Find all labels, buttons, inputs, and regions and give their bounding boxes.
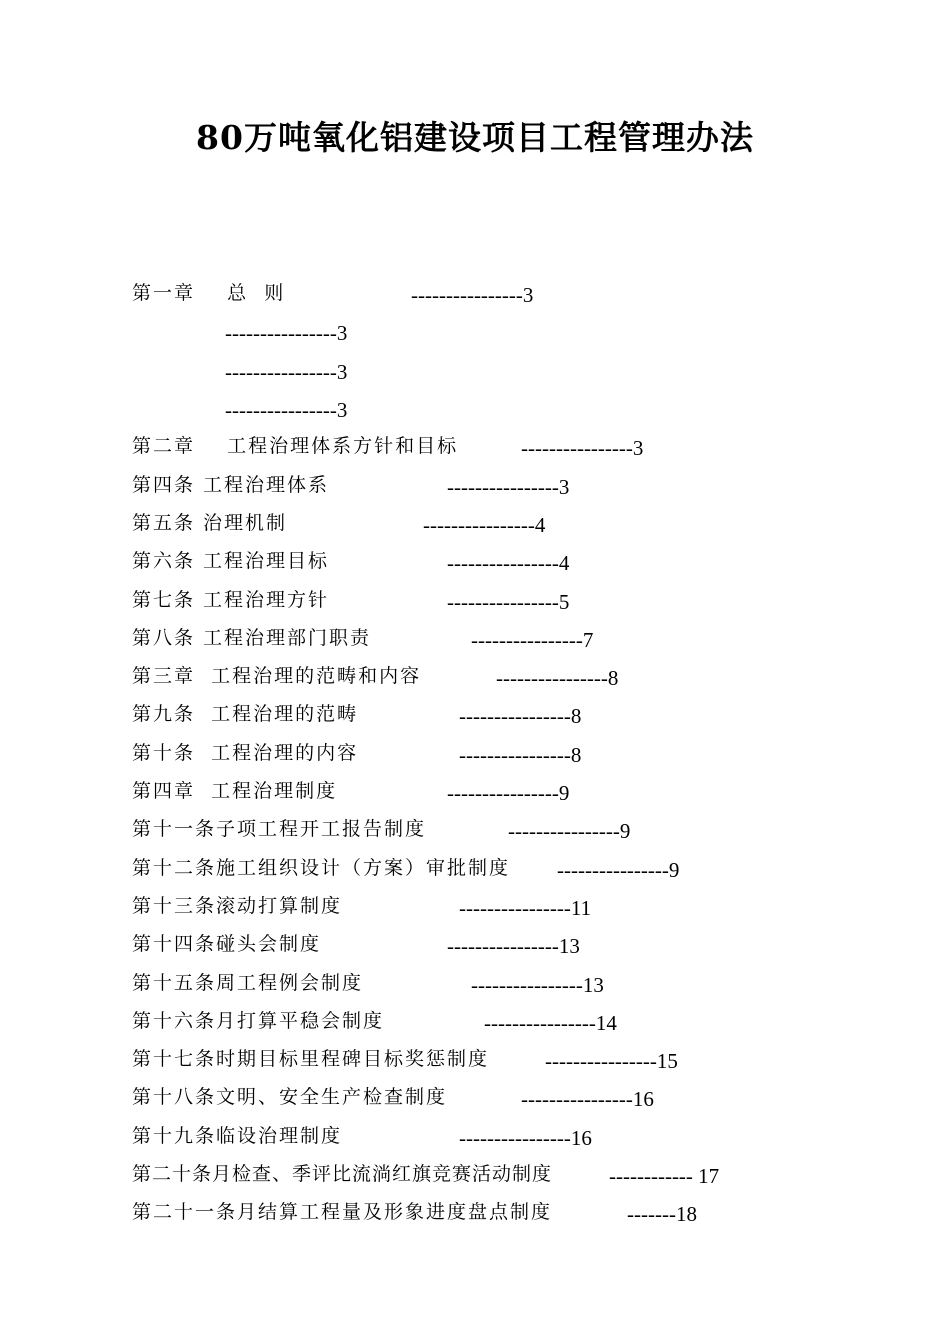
toc-entry-page: ----------------16 (521, 1087, 654, 1111)
toc-entry-page: ----------------13 (471, 973, 604, 997)
toc-entry-label: 第十四条碰头会制度 (132, 933, 322, 955)
toc-entry-page: ----------------15 (545, 1049, 678, 1073)
toc-entry (0, 587, 950, 625)
toc-entry (0, 510, 950, 548)
toc-entry-label: 第二章 工程治理体系方针和目标 (132, 435, 459, 457)
toc-entry-page: ------------ 17 (609, 1164, 720, 1188)
toc-entry (0, 1084, 950, 1122)
toc-entry-label: 第七条 工程治理方针 (132, 589, 330, 611)
toc-entry (0, 625, 950, 663)
toc-entry-label: 第四条 工程治理体系 (132, 474, 330, 496)
toc-entry (0, 433, 950, 471)
toc-entry-page: ----------------8 (496, 666, 619, 690)
toc-entry-page: ----------------3 (225, 398, 348, 422)
toc-entry-label: 第十一条子项工程开工报告制度 (132, 818, 427, 840)
toc-entry (0, 280, 950, 318)
toc-entry-label: 第五条 治理机制 (132, 512, 288, 534)
toc-entry-label: 第八条 工程治理部门职责 (132, 627, 372, 649)
toc-entry-page: ----------------4 (423, 513, 546, 537)
toc-entry (0, 1123, 950, 1161)
toc-entry-page: ----------------8 (459, 743, 582, 767)
toc-entry (0, 816, 950, 854)
toc-entry-label: 第十条 工程治理的内容 (132, 742, 359, 764)
toc-entry-label: 第二十条月检查、季评比流淌红旗竞赛活动制度 (132, 1163, 553, 1185)
toc-entry-page: ----------------3 (225, 321, 348, 345)
toc-entry (0, 548, 950, 586)
toc-entry-label: 第十二条施工组织设计（方案）审批制度 (132, 857, 511, 879)
toc-entry-label: 第十三条滚动打算制度 (132, 895, 343, 917)
toc-entry (0, 740, 950, 778)
toc-entry-label: 第二十一条月结算工程量及形象进度盘点制度 (132, 1201, 553, 1223)
toc-entry (0, 855, 950, 893)
toc-entry (0, 1008, 950, 1046)
toc-entry (0, 395, 950, 433)
toc-entry-page: ----------------11 (459, 896, 592, 920)
toc-entry-page: -------18 (627, 1202, 697, 1226)
toc-entry (0, 970, 950, 1008)
toc-entry (0, 318, 950, 356)
toc-entry-page: ----------------3 (447, 475, 570, 499)
toc-entry-page: ----------------5 (447, 590, 570, 614)
toc-entry-label: 第三章 工程治理的范畴和内容 (132, 665, 422, 687)
toc-entry (0, 778, 950, 816)
toc-entry (0, 472, 950, 510)
document-title: 80万吨氧化铝建设项目工程管理办法 (196, 118, 754, 157)
toc-entry (0, 1161, 950, 1199)
toc-entry-page: ----------------8 (459, 704, 582, 728)
toc-entry (0, 701, 950, 739)
toc-entry-label: 第四章 工程治理制度 (132, 780, 338, 802)
toc-entry-label: 第六条 工程治理目标 (132, 550, 330, 572)
toc-entry-label: 第一章 总 则 (132, 282, 286, 304)
toc-entry-label: 第十六条月打算平稳会制度 (132, 1010, 385, 1032)
toc-entry (0, 931, 950, 969)
toc-entry-label: 第十五条周工程例会制度 (132, 972, 364, 994)
toc-entry-page: ----------------4 (447, 551, 570, 575)
toc-entry (0, 663, 950, 701)
toc-entry-page: ----------------16 (459, 1126, 592, 1150)
toc-entry-page: ----------------9 (447, 781, 570, 805)
toc-entry (0, 1046, 950, 1084)
toc-entry-page: ----------------13 (447, 934, 580, 958)
toc-entry (0, 893, 950, 931)
toc-entry-label: 第九条 工程治理的范畴 (132, 703, 359, 725)
toc-entry-label: 第十九条临设治理制度 (132, 1125, 343, 1147)
toc-entry-page: ----------------9 (557, 858, 680, 882)
toc-entry-page: ----------------3 (521, 436, 644, 460)
toc-entry (0, 1199, 950, 1237)
toc-entry-label: 第十七条时期目标里程碑目标奖惩制度 (132, 1048, 490, 1070)
toc-entry-page: ----------------7 (471, 628, 594, 652)
toc-entry-page: ----------------14 (484, 1011, 617, 1035)
toc-entry (0, 357, 950, 395)
toc-entry-page: ----------------9 (508, 819, 631, 843)
toc-entry-page: ----------------3 (411, 283, 534, 307)
toc-entry-page: ----------------3 (225, 360, 348, 384)
toc-entry-label: 第十八条文明、安全生产检查制度 (132, 1086, 448, 1108)
